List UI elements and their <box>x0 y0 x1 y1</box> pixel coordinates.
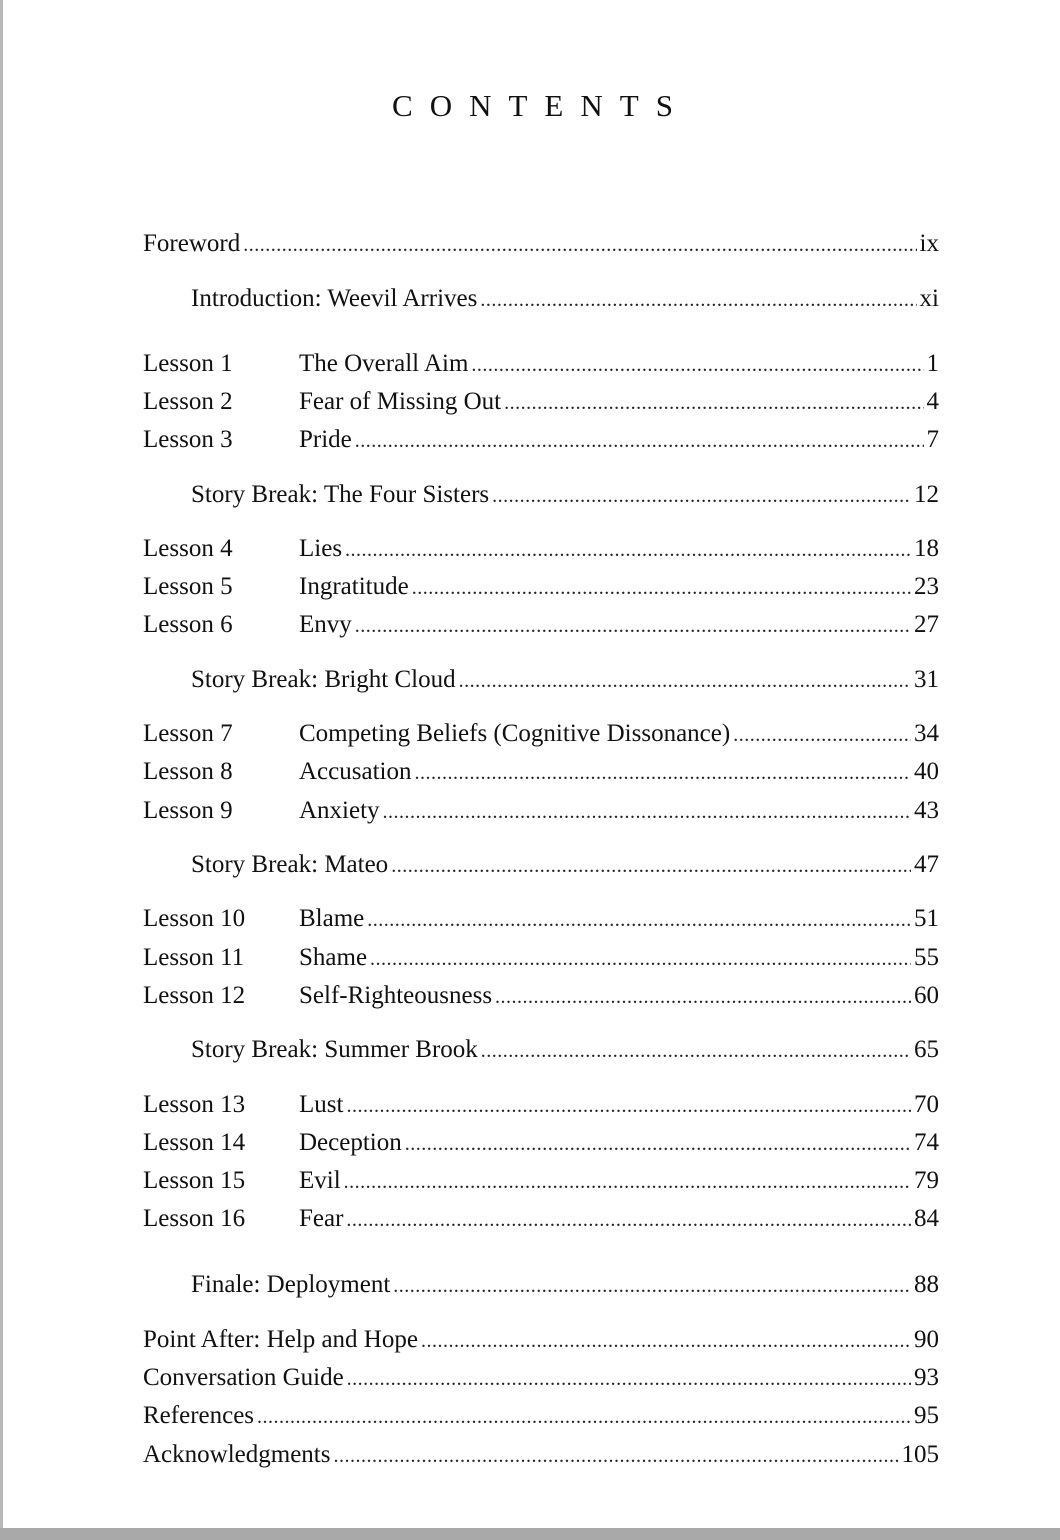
toc-lesson-entry <box>143 903 939 935</box>
entry-title: Story Break: Summer Brook <box>191 1036 478 1063</box>
page-number: 90 <box>914 1326 939 1353</box>
page-number: 18 <box>914 535 939 562</box>
page-number: xi <box>919 285 939 312</box>
entry-title: Blame <box>299 905 365 932</box>
toc-entry <box>143 283 939 315</box>
page-number: 7 <box>926 426 939 453</box>
dot-leader <box>412 572 911 604</box>
page-number: 95 <box>914 1402 939 1429</box>
entry-title: Competing Beliefs (Cognitive Dissonance) <box>299 720 731 747</box>
page-number: 88 <box>914 1271 939 1298</box>
dot-leader <box>393 1270 911 1302</box>
page-number: 74 <box>914 1129 939 1156</box>
dot-leader <box>495 981 911 1013</box>
entry-title: Deception <box>299 1129 402 1156</box>
page-number: 27 <box>914 611 939 638</box>
page-number: 105 <box>901 1441 939 1468</box>
dot-leader <box>733 719 911 751</box>
entry-title: Accusation <box>299 758 412 785</box>
entry-title: Finale: Deployment <box>191 1271 391 1298</box>
page-number: 65 <box>914 1036 939 1063</box>
entry-title: Ingratitude <box>299 573 409 600</box>
entry-title: Shame <box>299 944 368 971</box>
page-title: CONTENTS <box>392 88 690 123</box>
dot-leader <box>414 757 911 789</box>
page-number: 47 <box>914 851 939 878</box>
lesson-number: Lesson 10 <box>143 905 246 932</box>
dot-leader <box>370 943 911 975</box>
dot-leader <box>367 904 911 936</box>
page-number: 12 <box>914 481 939 508</box>
lesson-number: Lesson 5 <box>143 573 233 600</box>
entry-title: Anxiety <box>299 797 380 824</box>
toc-lesson-entry <box>143 348 939 380</box>
entry-title: Story Break: Bright Cloud <box>191 666 456 693</box>
toc-entry <box>143 1269 939 1301</box>
page-number: 23 <box>914 573 939 600</box>
lesson-number: Lesson 7 <box>143 720 233 747</box>
lesson-number: Lesson 14 <box>143 1129 246 1156</box>
dot-leader <box>344 1166 911 1198</box>
dot-leader <box>355 610 911 642</box>
dot-leader <box>405 1128 911 1160</box>
entry-title: Pride <box>299 426 352 453</box>
page-number: 70 <box>914 1091 939 1118</box>
entry-title: Point After: Help and Hope <box>143 1326 418 1353</box>
entry-title: Lies <box>299 535 343 562</box>
entry-title: Introduction: Weevil Arrives <box>191 285 478 312</box>
lesson-number: Lesson 13 <box>143 1091 246 1118</box>
entry-title: Fear of Missing Out <box>299 388 502 415</box>
toc-entry <box>143 849 939 881</box>
toc-lesson-entry <box>143 1089 939 1121</box>
toc-lesson-entry <box>143 795 939 827</box>
page-number: ix <box>919 230 939 257</box>
lesson-number: Lesson 8 <box>143 758 233 785</box>
dot-leader <box>421 1325 911 1357</box>
toc-lesson-entry <box>143 718 939 750</box>
lesson-number: Lesson 9 <box>143 797 233 824</box>
toc-lesson-entry <box>143 1127 939 1159</box>
lesson-number: Lesson 12 <box>143 982 246 1009</box>
toc-entry <box>143 1362 939 1394</box>
page-number: 55 <box>914 944 939 971</box>
toc-entry <box>143 664 939 696</box>
dot-leader <box>492 480 911 512</box>
toc-entry <box>143 1439 939 1471</box>
dot-leader <box>459 665 911 697</box>
toc-lesson-entry <box>143 980 939 1012</box>
page-number: 40 <box>914 758 939 785</box>
page-number: 4 <box>926 388 939 415</box>
entry-title: Story Break: Mateo <box>191 851 389 878</box>
entry-title: Foreword <box>143 230 241 257</box>
entry-title: The Overall Aim <box>299 350 469 377</box>
page-edge-left <box>0 0 3 1540</box>
page-number: 84 <box>914 1205 939 1232</box>
dot-leader <box>346 1204 911 1236</box>
dot-leader <box>481 1035 911 1067</box>
dot-leader <box>243 229 916 261</box>
lesson-number: Lesson 15 <box>143 1167 246 1194</box>
entry-title: Story Break: The Four Sisters <box>191 481 490 508</box>
dot-leader <box>383 796 911 828</box>
entry-title: Envy <box>299 611 352 638</box>
lesson-number: Lesson 16 <box>143 1205 246 1232</box>
toc-lesson-entry <box>143 756 939 788</box>
toc-lesson-entry <box>143 1165 939 1197</box>
dot-leader <box>504 387 923 419</box>
dot-leader <box>391 850 911 882</box>
page-number: 93 <box>914 1364 939 1391</box>
page-number: 1 <box>926 350 939 377</box>
lesson-number: Lesson 11 <box>143 944 245 971</box>
toc-lesson-entry <box>143 1203 939 1235</box>
dot-leader <box>471 349 923 381</box>
entry-title: Conversation Guide <box>143 1364 344 1391</box>
page-number: 34 <box>914 720 939 747</box>
dot-leader <box>347 1363 911 1395</box>
page-number: 60 <box>914 982 939 1009</box>
toc-lesson-entry <box>143 609 939 641</box>
toc-lesson-entry <box>143 424 939 456</box>
toc-lesson-entry <box>143 533 939 565</box>
dot-leader <box>346 1090 911 1122</box>
toc-lesson-entry <box>143 571 939 603</box>
entry-title: Lust <box>299 1091 344 1118</box>
dot-leader <box>355 425 924 457</box>
page-number: 51 <box>914 905 939 932</box>
toc-entry <box>143 228 939 260</box>
page-number: 31 <box>914 666 939 693</box>
lesson-number: Lesson 4 <box>143 535 233 562</box>
table-of-contents <box>143 0 939 1540</box>
toc-entry <box>143 1034 939 1066</box>
dot-leader <box>480 284 916 316</box>
dot-leader <box>333 1440 898 1472</box>
entry-title: Self-Righteousness <box>299 982 493 1009</box>
entry-title: References <box>143 1402 255 1429</box>
page-number: 43 <box>914 797 939 824</box>
lesson-number: Lesson 1 <box>143 350 233 377</box>
toc-entry <box>143 1400 939 1432</box>
page-number: 79 <box>914 1167 939 1194</box>
entry-title: Fear <box>299 1205 344 1232</box>
toc-entry <box>143 479 939 511</box>
lesson-number: Lesson 2 <box>143 388 233 415</box>
lesson-number: Lesson 3 <box>143 426 233 453</box>
entry-title: Acknowledgments <box>143 1441 331 1468</box>
lesson-number: Lesson 6 <box>143 611 233 638</box>
toc-lesson-entry <box>143 942 939 974</box>
dot-leader <box>257 1401 911 1433</box>
toc-entry <box>143 1324 939 1356</box>
dot-leader <box>345 534 911 566</box>
entry-title: Evil <box>299 1167 341 1194</box>
toc-lesson-entry <box>143 386 939 418</box>
